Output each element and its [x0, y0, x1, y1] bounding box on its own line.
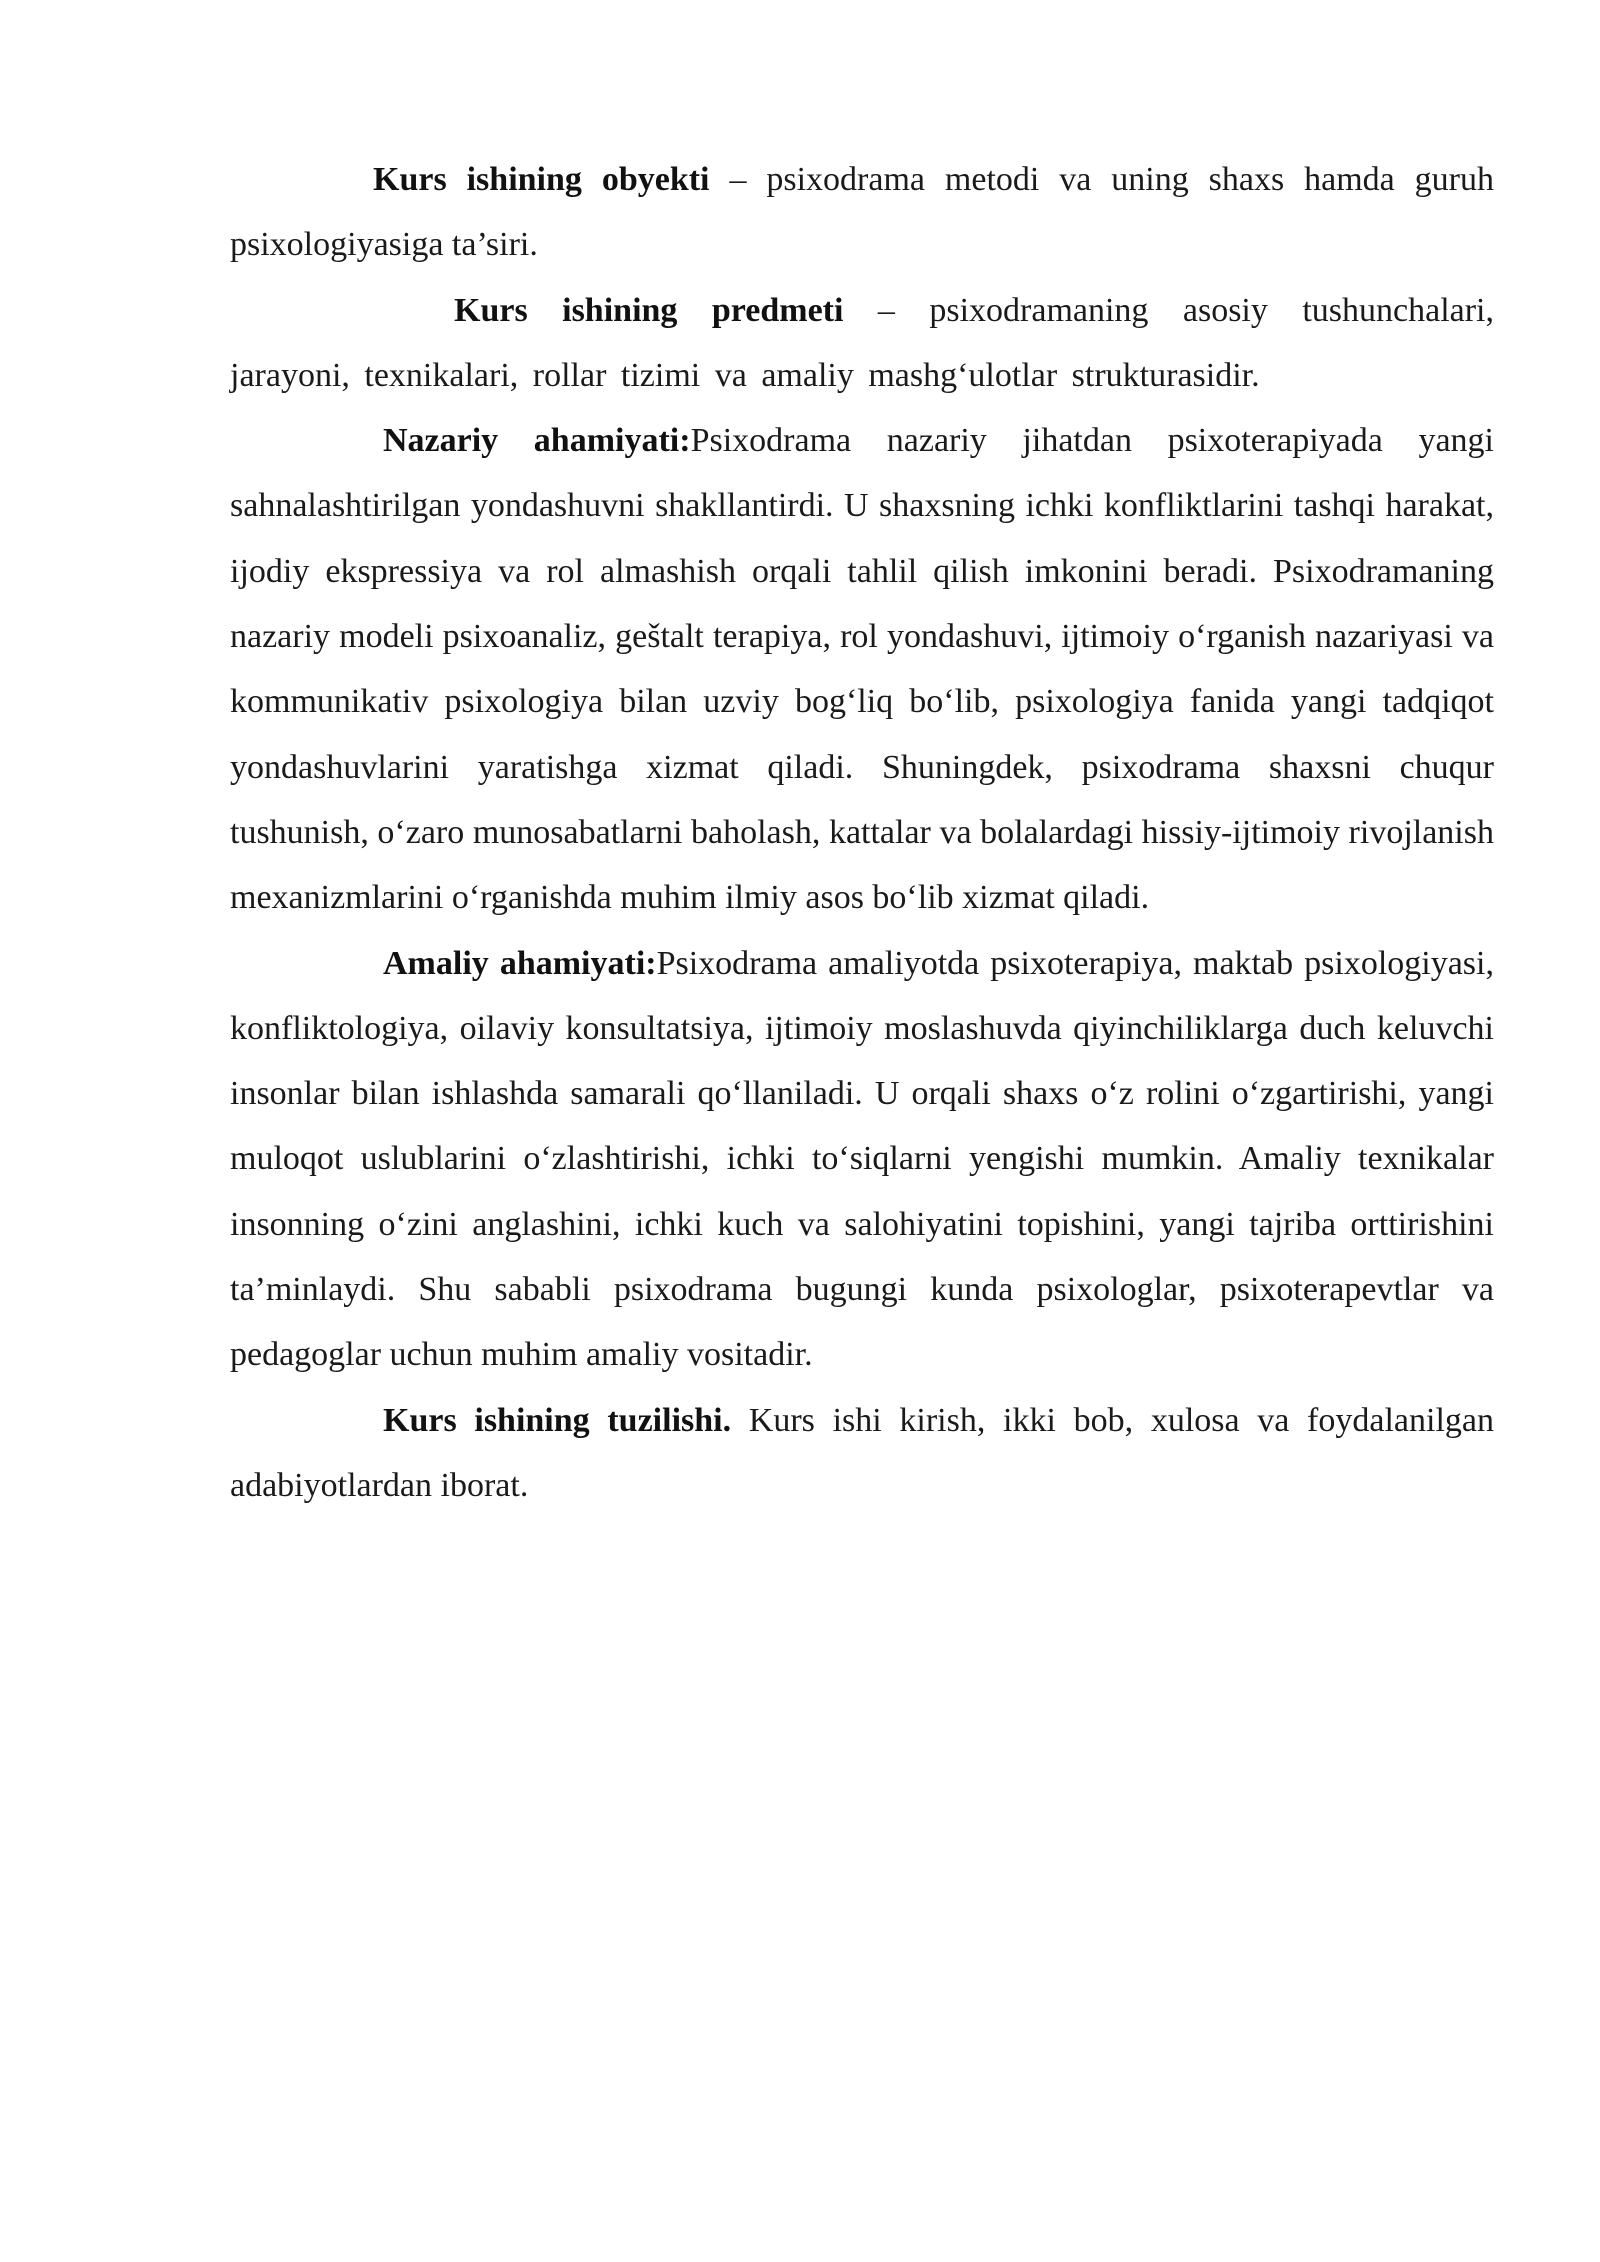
paragraph-course-structure [230, 1388, 1494, 1519]
paragraph-text: Psixodrama nazariy jihatdan psixoterapiyada yangi sahnalashtirilgan yondashuvni shakllantirdi. U shaxsning ichki konfliktlarini tashqi harakat, ijodiy ekspressiya va rol almashish orqali tahlil qilish imkonini beradi. Psixodramaning nazariy modeli psixoanaliz, geštalt terapiya, rol yondashuvi, ijtimoiy o‘rganish nazariyasi va kommunikativ psixologiya bilan uzviy bog‘liq bo‘lib, psixologiya fanida yangi tadqiqot yondashuvlarini yaratishga xizmat qiladi. Shuningdek, psixodrama shaxsni chuqur tushunish, o‘zaro munosabatlarni baholash, kattalar va bolalardagi hissiy-ijtimoiy rivojlanish mexanizmlarini o‘rganishda muhim ilmiy asos bo‘lib xizmat qiladi. [230, 422, 1494, 917]
paragraph-course-subject [230, 278, 1494, 409]
paragraph-heading: Kurs ishining obyekti [373, 161, 710, 198]
paragraph-practical-significance [230, 931, 1494, 1388]
paragraph-heading: Nazariy ahamiyati: [383, 422, 691, 460]
paragraph-course-object [230, 147, 1494, 278]
paragraph-theoretical-significance [230, 408, 1494, 930]
document-body [230, 147, 1494, 1518]
paragraph-text: Psixodrama amaliyotda psixoterapiya, maktab psixologiyasi, konfliktologiya, oilaviy konsultatsiya, ijtimoiy moslashuvda qiyinchiliklarga duch keluvchi insonlar bilan ishlashda samarali qo‘llaniladi. U orqali shaxs o‘z rolini o‘zgartirishi, yangi muloqot uslublarini o‘zlashtirishi, ichki to‘siqlarni yengishi mumkin. Amaliy texnikalar insonning o‘zini anglashini, ichki kuch va salohiyatini topishini, yangi tajriba orttirishini ta’minlaydi. Shu sababli psixodrama bugungi kunda psixologlar, psixoterapevtlar va pedagoglar uchun muhim amaliy vositadir. [230, 944, 1494, 1374]
paragraph-heading: Kurs ishining tuzilishi. [383, 1401, 732, 1439]
paragraph-text: – psixodrama metodi va uning shaxs hamda guruh psixologiyasiga ta’siri. [230, 161, 1495, 264]
paragraph-text: – psixodramaning asosiy tushunchalari, jarayoni, texnikalari, rollar tizimi va amaliy mashg‘ulotlar strukturasidir. [230, 291, 1494, 394]
paragraph-text: Kurs ishi kirish, ikki bob, xulosa va foydalanilgan adabiyotlardan iborat. [230, 1401, 1494, 1504]
paragraph-heading: Amaliy ahamiyati: [383, 944, 657, 982]
paragraph-heading: Kurs ishining predmeti [454, 291, 844, 329]
